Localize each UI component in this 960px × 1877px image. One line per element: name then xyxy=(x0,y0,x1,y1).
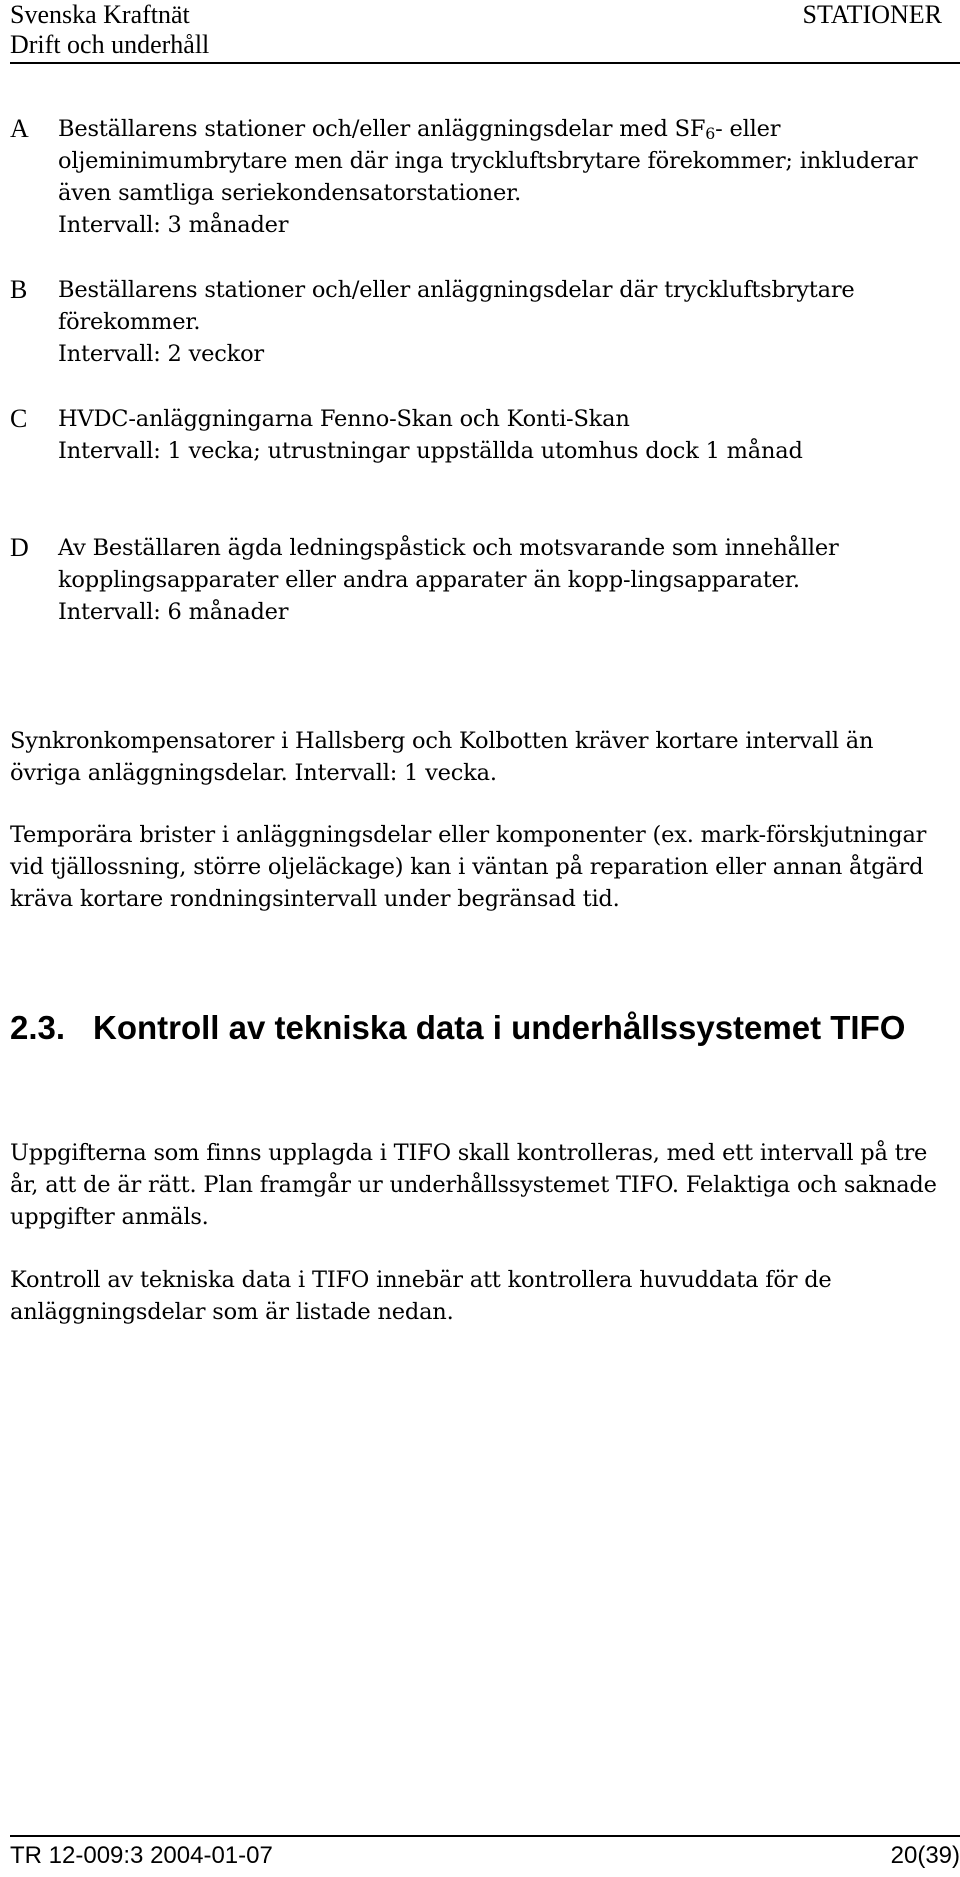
header-org: Svenska Kraftnät xyxy=(10,0,190,29)
footer-rule xyxy=(10,1835,960,1837)
item-description xyxy=(58,113,950,209)
interval-item-c xyxy=(10,403,950,467)
item-letter: D xyxy=(10,533,29,562)
section-title: Kontroll av tekniska data i underhållssystemet TIFO xyxy=(93,1009,906,1046)
paragraph-kontroll: Kontroll av tekniska data i TIFO innebär att kontrollera huvuddata för de anläggningsdelar som är listade nedan. xyxy=(10,1267,832,1325)
header-section: STATIONER xyxy=(802,0,942,29)
item-description: HVDC-anläggningarna Fenno-Skan och Konti-Skan xyxy=(58,406,630,432)
interval-item-b xyxy=(10,274,950,370)
interval-item-d xyxy=(10,532,950,628)
item-letter: C xyxy=(10,404,28,433)
header-rule xyxy=(10,62,960,64)
paragraph-synkronkompensatorer: Synkronkompensatorer i Hallsberg och Kolbotten kräver kortare intervall än övriga anläggningsdelar. Intervall: 1 vecka. xyxy=(10,728,874,786)
section-number: 2.3. xyxy=(10,1009,66,1046)
item-letter: A xyxy=(10,114,29,143)
section-heading xyxy=(10,1007,950,1048)
header-subtitle: Drift och underhåll xyxy=(10,30,210,59)
item-description: Beställarens stationer och/eller anläggningsdelar där tryckluftsbrytare förekommer. xyxy=(58,277,855,335)
item-interval: Intervall: 3 månader xyxy=(58,212,289,238)
item-interval: Intervall: 2 veckor xyxy=(58,341,264,367)
item-text-pre: Beställarens stationer och/eller anläggningsdelar med SF xyxy=(58,116,706,142)
item-interval: Intervall: 6 månader xyxy=(58,599,289,625)
item-subscript: 6 xyxy=(705,124,716,143)
paragraph-uppgifterna: Uppgifterna som finns upplagda i TIFO skall kontrolleras, med ett intervall på tre år, att de är rätt. Plan framgår ur underhållssystemet TIFO. Felaktiga och saknade uppgifter anmäls. xyxy=(10,1140,937,1230)
interval-item-a xyxy=(10,113,950,241)
header-left xyxy=(10,0,209,60)
footer-doc-id: TR 12-009:3 2004-01-07 xyxy=(10,1842,273,1869)
footer-page-number: 20(39) xyxy=(890,1842,960,1869)
paragraph-temporara-brister: Temporära brister i anläggningsdelar eller komponenter (ex. mark-förskjutningar vid tjällossning, större oljeläckage) kan i väntan på reparation eller annan åtgärd kräva kortare rondningsintervall under begränsad tid. xyxy=(10,822,927,912)
item-interval: Intervall: 1 vecka; utrustningar uppställda utomhus dock 1 månad xyxy=(58,438,803,464)
item-text-post: - eller oljeminimumbrytare men där inga tryckluftsbrytare förekommer; inkluderar även samtliga seriekondensatorstationer. xyxy=(58,116,918,206)
item-description: Av Beställaren ägda ledningspåstick och motsvarande som innehåller kopplingsapparater eller andra apparater än kopp-lingsapparater. xyxy=(58,535,839,593)
item-letter: B xyxy=(10,275,28,304)
